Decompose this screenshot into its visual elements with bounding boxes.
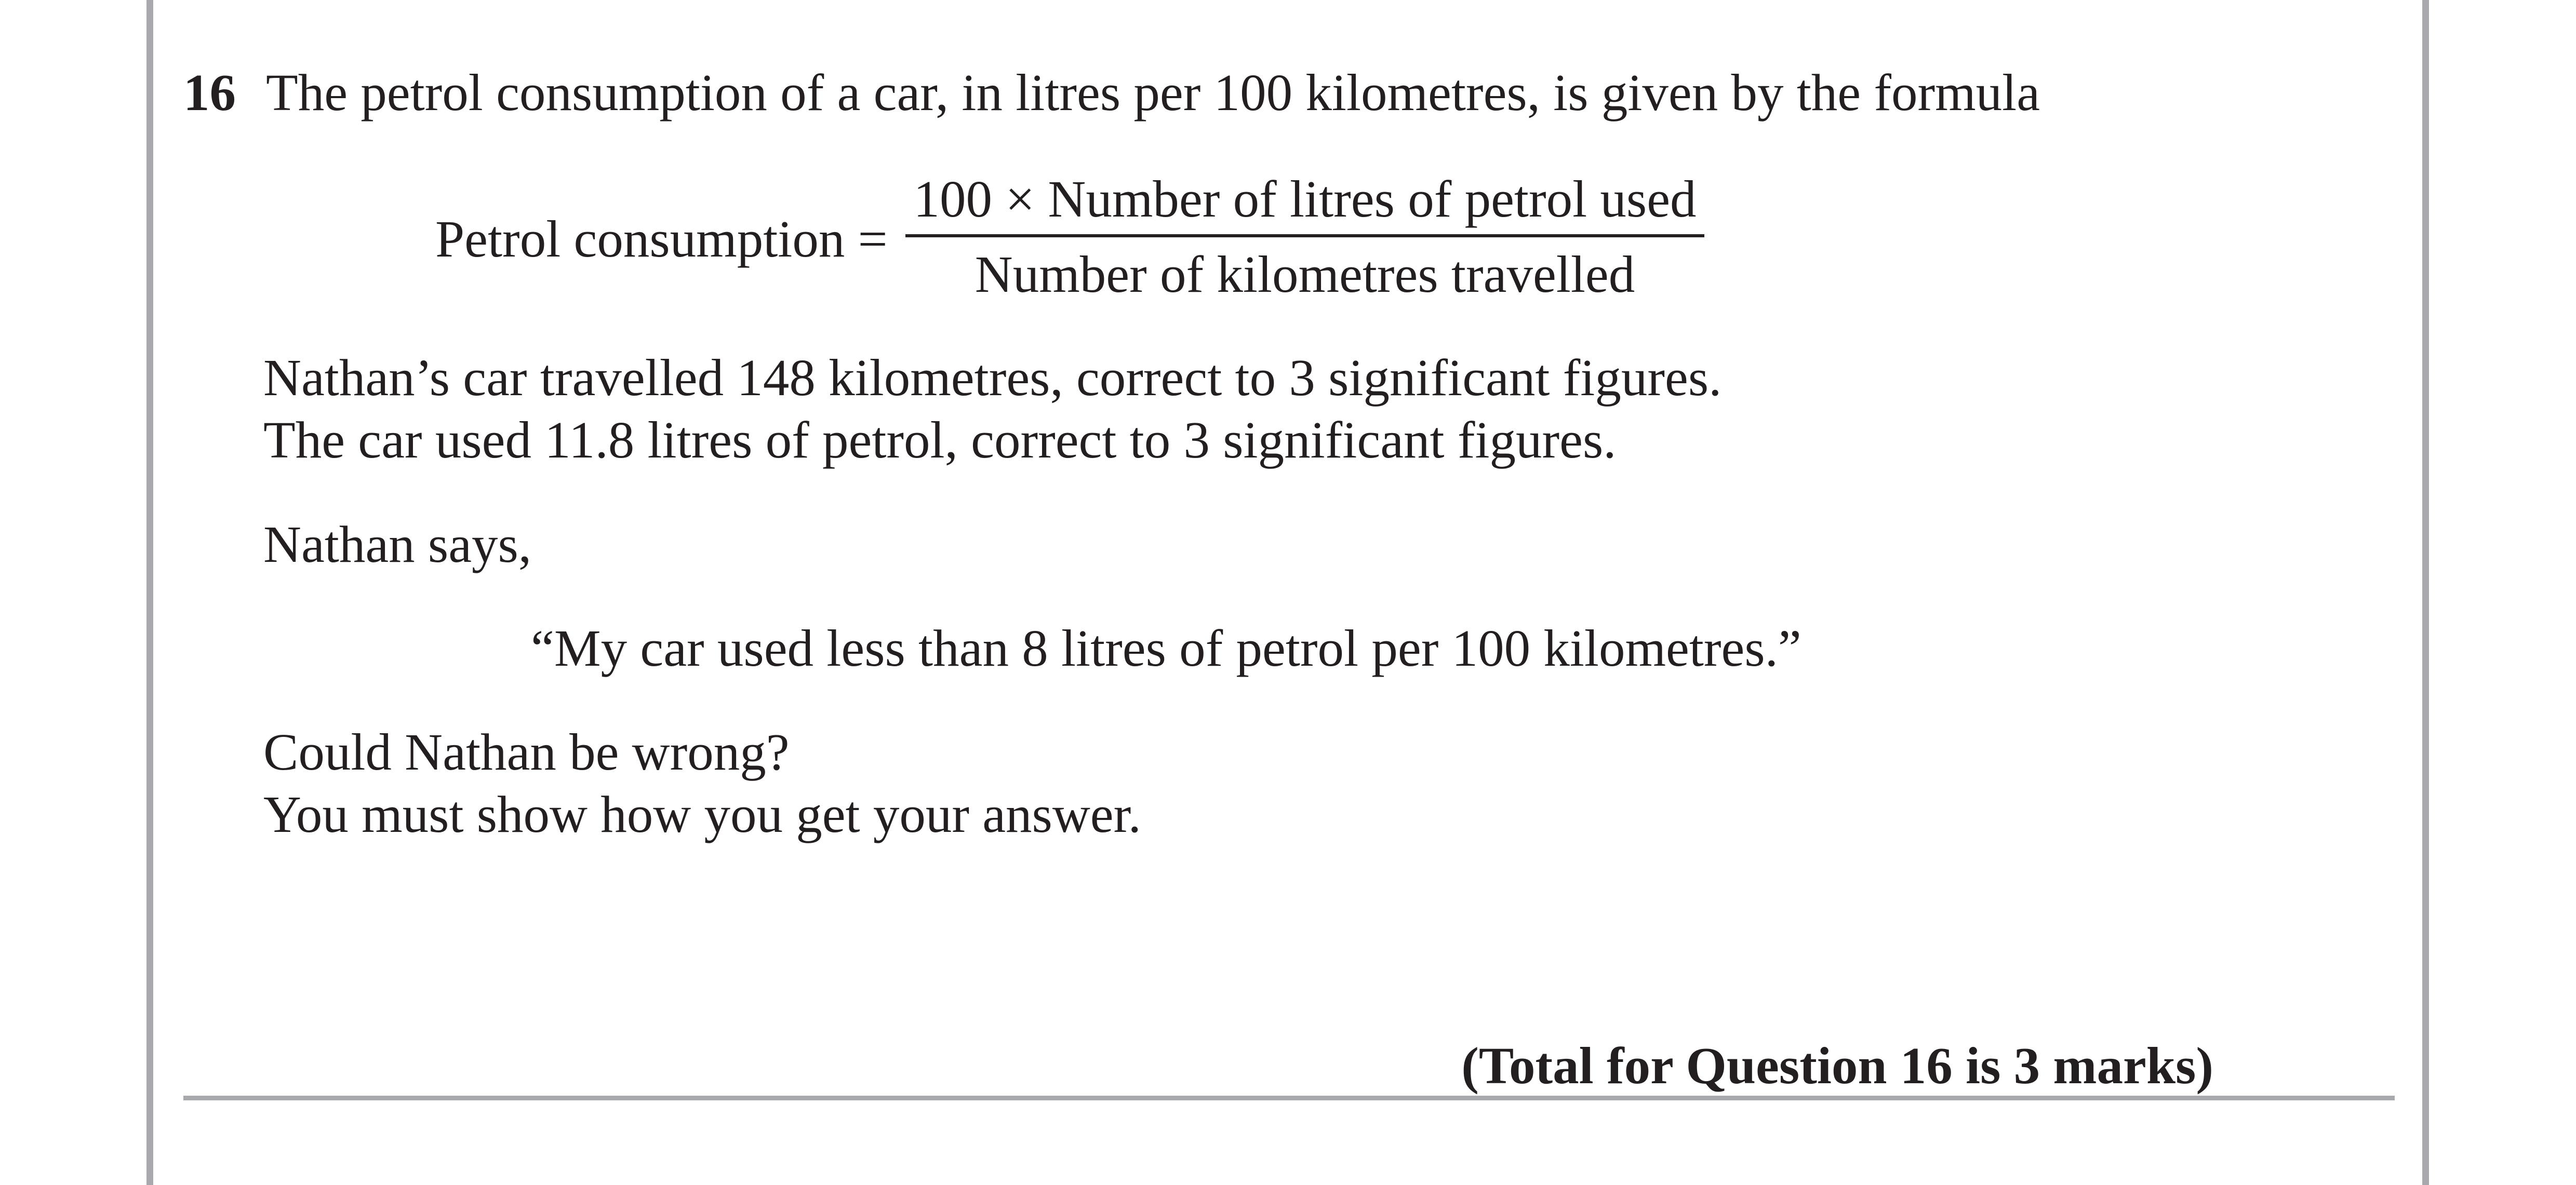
left-margin-line [146,0,153,1185]
formula-denominator: Number of kilometres travelled [975,245,1635,303]
prompt-question: Could Nathan be wrong? [263,723,790,781]
question-intro: The petrol consumption of a car, in litres per 100 kilometres, is given by the formula [266,63,2040,122]
formula-lhs: Petrol consumption = [435,210,888,268]
prompt-instruction: You must show how you get your answer. [263,785,1141,843]
fact-distance: Nathan’s car travelled 148 kilometres, correct to 3 significant figures. [263,348,1722,407]
question-number: 16 [183,63,236,122]
total-marks: (Total for Question 16 is 3 marks) [1461,1036,2213,1095]
fact-petrol: The car used 11.8 litres of petrol, correct to 3 significant figures. [263,411,1617,469]
nathan-quote: “My car used less than 8 litres of petrol per 100 kilometres.” [531,619,1801,677]
bottom-rule [183,1096,2395,1100]
formula-numerator: 100 × Number of litres of petrol used [913,170,1697,228]
fraction-bar [905,234,1704,237]
nathan-says: Nathan says, [263,515,532,573]
right-margin-line [2422,0,2429,1185]
